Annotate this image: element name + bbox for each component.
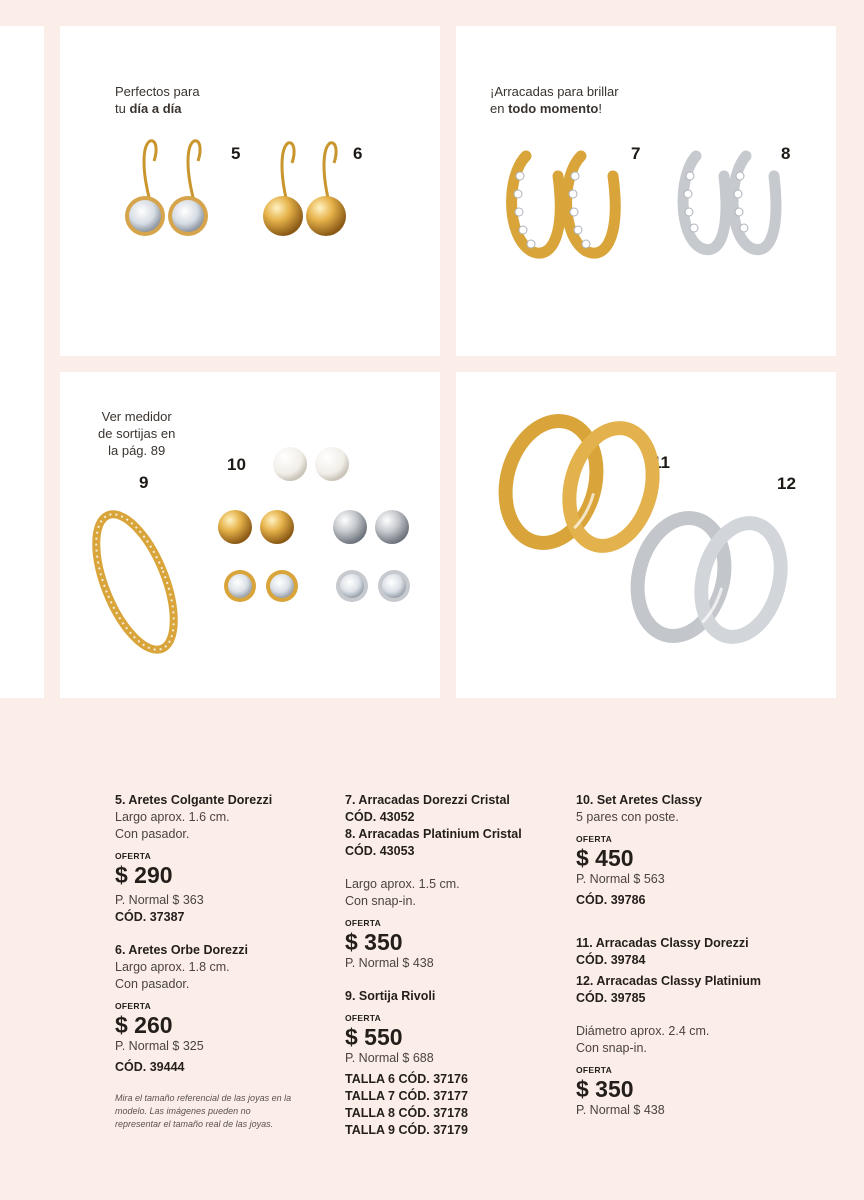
normal-price: P. Normal $ 688 [345,1051,434,1065]
product-code: CÓD. 43053 [345,844,415,858]
offer-label: OFERTA [345,918,382,928]
ring-size-code: TALLA 8 CÓD. 37178 [345,1106,468,1120]
product-name: 8. Arracadas Platinium Cristal [345,827,522,841]
product-code: CÓD. 39784 [576,953,646,967]
ring-sizer-note: Ver medidor de sortijas en la pág. 89 [98,409,176,458]
normal-price: P. Normal $ 363 [115,893,204,907]
product-description: Largo aprox. 1.8 cm. [115,960,230,974]
photo-panel-hoops-7-8 [456,26,836,356]
product-name: 9. Sortija Rivoli [345,989,436,1003]
product-number-5: 5 [231,144,241,163]
offer-label: OFERTA [115,1001,152,1011]
product-description: Largo aprox. 1.5 cm. [345,877,460,891]
product-number-11: 11 [652,453,670,472]
offer-price: $ 450 [576,845,634,871]
offer-price: $ 350 [345,929,403,955]
product-info-column-1 [115,792,335,1131]
normal-price: P. Normal $ 438 [345,956,434,970]
product-description: Con pasador. [115,977,190,991]
product-code: CÓD. 39444 [115,1060,185,1074]
left-edge-panel [0,26,44,698]
product-info-column-2 [345,792,565,1139]
offer-label: OFERTA [345,1013,382,1023]
offer-price: $ 290 [115,862,173,888]
photo-panel-earrings-5-6 [60,26,440,356]
product-code: CÓD. 43052 [345,810,415,824]
ring-size-code: TALLA 6 CÓD. 37176 [345,1072,468,1086]
offer-price: $ 350 [576,1076,634,1102]
product-number-7: 7 [631,144,641,163]
crystal-hoops-image [496,136,816,276]
panel-tagline: ¡Arracadas para brillar en todo momento! [490,84,619,116]
product-number-6: 6 [353,144,363,163]
product-description: Con pasador. [115,827,190,841]
drop-earrings-image [120,131,420,251]
product-number-8: 8 [781,144,791,163]
product-name: 6. Aretes Orbe Dorezzi [115,943,248,957]
product-name: 10. Set Aretes Classy [576,793,703,807]
panel-tagline: Perfectos para tu día a día [115,84,200,116]
product-code: CÓD. 39785 [576,991,646,1005]
ring-size-code: TALLA 9 CÓD. 37179 [345,1123,468,1137]
product-name: 5. Aretes Colgante Dorezzi [115,793,273,807]
photo-panel-hoops-11-12 [456,372,836,698]
ring-and-stud-set-image [90,442,420,682]
photo-panel-ring-9-set-10 [60,372,440,698]
product-number-9: 9 [139,473,149,492]
offer-price: $ 550 [345,1024,403,1050]
offer-label: OFERTA [576,1065,613,1075]
normal-price: P. Normal $ 438 [576,1103,665,1117]
offer-label: OFERTA [576,834,613,844]
size-disclaimer: Mira el tamaño referencial de las joyas en la modelo. Las imágenes pueden no representar el tamaño real de las joyas. [115,1093,292,1129]
product-name: 7. Arracadas Dorezzi Cristal [345,793,510,807]
product-number-10: 10 [227,455,246,474]
ring-size-code: TALLA 7 CÓD. 37177 [345,1089,468,1103]
product-description: Con snap-in. [576,1041,647,1055]
normal-price: P. Normal $ 325 [115,1039,204,1053]
normal-price: P. Normal $ 563 [576,872,665,886]
product-code: CÓD. 39786 [576,893,646,907]
classic-hoops-image [496,412,796,652]
offer-label: OFERTA [115,851,152,861]
product-description: Con snap-in. [345,894,416,908]
product-description: Largo aprox. 1.6 cm. [115,810,230,824]
product-info-column-3 [576,792,796,1119]
product-description: Diámetro aprox. 2.4 cm. [576,1024,710,1038]
product-name: 12. Arracadas Classy Platinium [576,974,762,988]
product-number-12: 12 [777,474,796,493]
product-description: 5 pares con poste. [576,810,679,824]
product-name: 11. Arracadas Classy Dorezzi [576,936,749,950]
product-code: CÓD. 37387 [115,910,185,924]
offer-price: $ 260 [115,1012,173,1038]
